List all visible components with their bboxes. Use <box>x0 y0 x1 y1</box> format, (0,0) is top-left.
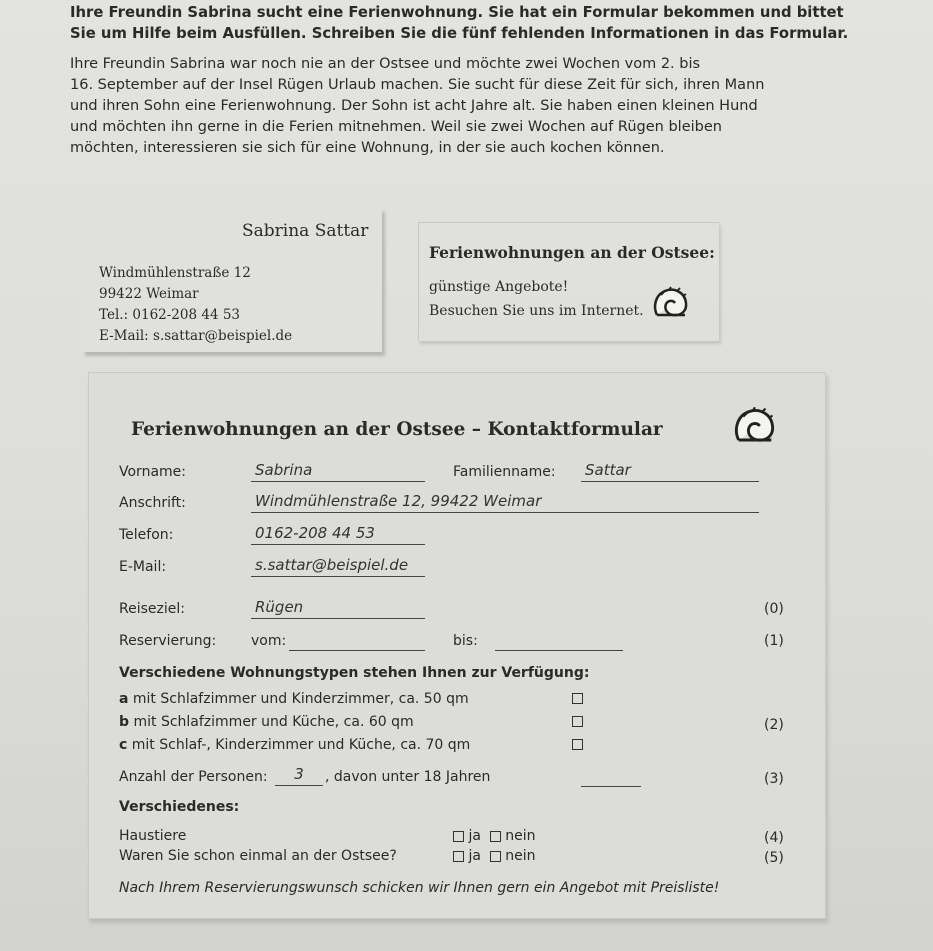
type-option-c <box>119 737 470 753</box>
haustiere-nein-checkbox[interactable] <box>490 831 501 842</box>
ostsee-ja-checkbox[interactable] <box>453 851 464 862</box>
haustiere-ja-checkbox[interactable] <box>453 831 464 842</box>
haustiere-options <box>453 828 536 844</box>
ostsee-label: Waren Sie schon einmal an der Ostsee? <box>119 848 397 864</box>
familienname-label: Familienname: <box>453 464 556 480</box>
nein-label: nein <box>505 828 536 844</box>
form-note: Nach Ihrem Reservierungswunsch schicken wir Ihnen gern ein Angebot mit Preisliste! <box>119 880 720 896</box>
types-heading: Verschiedene Wohnungstypen stehen Ihnen zur Verfügung: <box>119 665 590 681</box>
email-label: E-Mail: <box>119 559 167 575</box>
task-text <box>70 54 915 159</box>
task-text-line: und ihren Sohn eine Ferienwohnung. Der Sohn ist acht Jahre alt. Sie haben einen kleinen Hund <box>70 98 758 114</box>
task-text-line: und möchten ihn gerne in die Ferien mitnehmen. Weil sie zwei Wochen auf Rügen bleiben <box>70 119 722 135</box>
card-address <box>99 263 292 347</box>
item-number: (0) <box>764 601 784 617</box>
ja-label: ja <box>468 828 481 844</box>
nein-label: nein <box>505 848 536 864</box>
ad-line-1: günstige Angebote! <box>429 279 569 295</box>
telefon-label: Telefon: <box>119 527 174 543</box>
shell-icon <box>651 285 691 321</box>
task-text-line: 16. September auf der Insel Rügen Urlaub machen. Sie sucht für diese Zeit für sich, ihren Mann <box>70 77 765 93</box>
form-title: Ferienwohnungen an der Ostsee – Kontaktformular <box>131 419 663 440</box>
anschrift-field[interactable]: Windmühlenstraße 12, 99422 Weimar <box>251 492 759 513</box>
business-card <box>82 208 382 352</box>
vorname-field[interactable]: Sabrina <box>251 461 425 482</box>
vom-label: vom: <box>251 633 287 649</box>
task-text-line: Ihre Freundin Sabrina war noch nie an der Ostsee und möchte zwei Wochen vom 2. bis <box>70 56 701 72</box>
type-c-checkbox[interactable] <box>572 739 583 750</box>
card-city: 99422 Weimar <box>99 286 199 302</box>
ad-title: Ferienwohnungen an der Ostsee: <box>429 243 715 262</box>
personen-label: Anzahl der Personen: <box>119 769 268 785</box>
haustiere-label: Haustiere <box>119 828 187 844</box>
personen-field[interactable]: 3 <box>275 765 323 786</box>
email-field[interactable]: s.sattar@beispiel.de <box>251 556 425 577</box>
item-number: (2) <box>764 717 784 733</box>
unter18-field[interactable] <box>581 785 641 787</box>
type-letter: b <box>119 714 130 730</box>
reservierung-label: Reservierung: <box>119 633 217 649</box>
type-a-checkbox[interactable] <box>572 693 583 704</box>
shell-icon <box>731 405 779 447</box>
task-text-line: möchten, interessieren sie sich für eine Wohnung, in der sie auch kochen können. <box>70 140 665 156</box>
type-text: mit Schlafzimmer und Küche, ca. 60 qm <box>133 714 414 730</box>
bis-field[interactable] <box>495 649 623 651</box>
ja-label: ja <box>468 848 481 864</box>
type-text: mit Schlafzimmer und Kinderzimmer, ca. 50 qm <box>132 691 469 707</box>
vorname-label: Vorname: <box>119 464 186 480</box>
bis-label: bis: <box>453 633 478 649</box>
card-email: E-Mail: s.sattar@beispiel.de <box>99 328 293 344</box>
item-number: (4) <box>764 830 784 846</box>
card-name: Sabrina Sattar <box>242 221 369 241</box>
anschrift-label: Anschrift: <box>119 495 186 511</box>
ostsee-nein-checkbox[interactable] <box>490 851 501 862</box>
item-number: (5) <box>764 850 784 866</box>
vom-field[interactable] <box>289 649 425 651</box>
card-phone: Tel.: 0162-208 44 53 <box>99 307 241 323</box>
card-street: Windmühlenstraße 12 <box>99 265 251 281</box>
unter18-label: , davon unter 18 Jahren <box>325 769 491 785</box>
telefon-field[interactable]: 0162-208 44 53 <box>251 524 425 545</box>
type-letter: c <box>119 737 128 753</box>
type-letter: a <box>119 691 129 707</box>
reiseziel-label: Reiseziel: <box>119 601 185 617</box>
type-option-b <box>119 714 414 730</box>
task-title-line-2: Sie um Hilfe beim Ausfüllen. Schreiben Sie die fünf fehlenden Informationen in das Formular. <box>70 25 849 42</box>
type-b-checkbox[interactable] <box>572 716 583 727</box>
task-instructions <box>70 2 915 159</box>
verschiedenes-heading: Verschiedenes: <box>119 799 240 815</box>
familienname-field[interactable]: Sattar <box>581 461 759 482</box>
contact-form <box>88 372 826 919</box>
ad-line-2: Besuchen Sie uns im Internet. <box>429 303 644 319</box>
advertisement <box>418 222 719 341</box>
item-number: (1) <box>764 633 784 649</box>
item-number: (3) <box>764 771 784 787</box>
reiseziel-field[interactable]: Rügen <box>251 598 425 619</box>
type-text: mit Schlaf-, Kinderzimmer und Küche, ca. 70 qm <box>131 737 471 753</box>
type-option-a <box>119 691 469 707</box>
task-title-line-1: Ihre Freundin Sabrina sucht eine Ferienwohnung. Sie hat ein Formular bekommen und bittet <box>70 4 844 21</box>
ostsee-options <box>453 848 536 864</box>
